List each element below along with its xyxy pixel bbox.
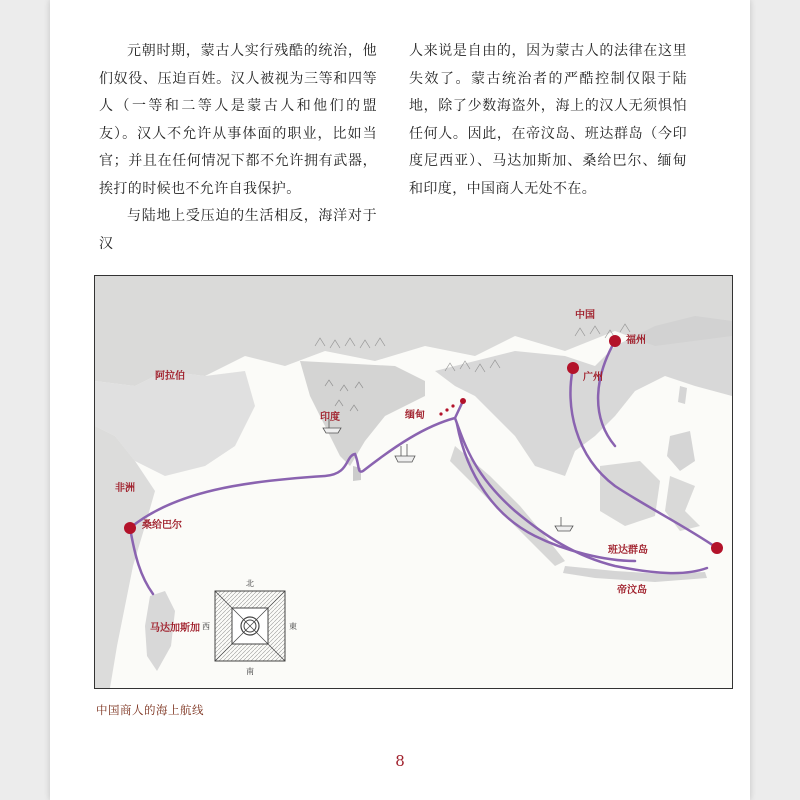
compass-north: 北 [246,579,254,588]
label-banda: 班达群岛 [608,545,648,556]
label-burma: 缅甸 [405,410,425,421]
ship [555,517,573,531]
burma-dot [451,404,454,407]
land-sulawesi [665,476,700,531]
book-page [50,0,750,800]
label-africa: 非洲 [115,483,135,494]
compass-rose [202,578,297,676]
land-borneo [600,461,660,526]
label-arabia: 阿拉伯 [155,371,185,382]
sea-route-map [94,275,733,689]
compass-south: 南 [246,667,254,676]
compass-west: 西 [202,622,210,631]
page-number: 8 [395,752,405,770]
map-caption: 中国商人的海上航线 [96,703,204,717]
paragraph: 与陆地上受压迫的生活相反，海洋对于汉 [99,208,377,252]
port-guangzhou [567,362,579,374]
land-taiwan-philippines [667,386,695,471]
map-illustration [95,276,732,688]
port-burma [460,398,466,404]
label-china: 中国 [575,310,595,321]
label-zanzibar: 桑给巴尔 [142,520,182,531]
label-india: 印度 [320,412,340,423]
label-guangzhou: 广州 [583,372,603,383]
text-column-right [409,38,687,203]
label-timor: 帝汶岛 [617,585,647,596]
paragraph: 元朝时期，蒙古人实行残酷的统治，他们奴役、压迫百姓。汉人被视为三等和四等人（一等和二等人是蒙古人和他们的盟友）。汉人不允许从事体面的职业，比如当官；并且在任何情况下都不允许拥有武器，挨打的时候也不允许自我保护。 [99,43,377,197]
text-column-left [99,38,377,258]
compass-east: 東 [289,622,297,631]
port-zanzibar [124,522,136,534]
port-banda [711,542,723,554]
port-fuzhou [609,335,621,347]
burma-dot [439,412,442,415]
burma-dot [445,408,448,411]
label-madagascar: 马达加斯加 [150,623,200,634]
label-fuzhou: 福州 [626,335,646,346]
paragraph: 人来说是自由的，因为蒙古人的法律在这里失效了。蒙古统治者的严酷控制仅限于陆地，除了少数海盗外，海上的汉人无须惧怕任何人。因此，在帝汶岛、班达群岛（今印度尼西亚）、马达加斯加、桑给巴尔、缅甸和印度，中国商人无处不在。 [409,43,687,197]
